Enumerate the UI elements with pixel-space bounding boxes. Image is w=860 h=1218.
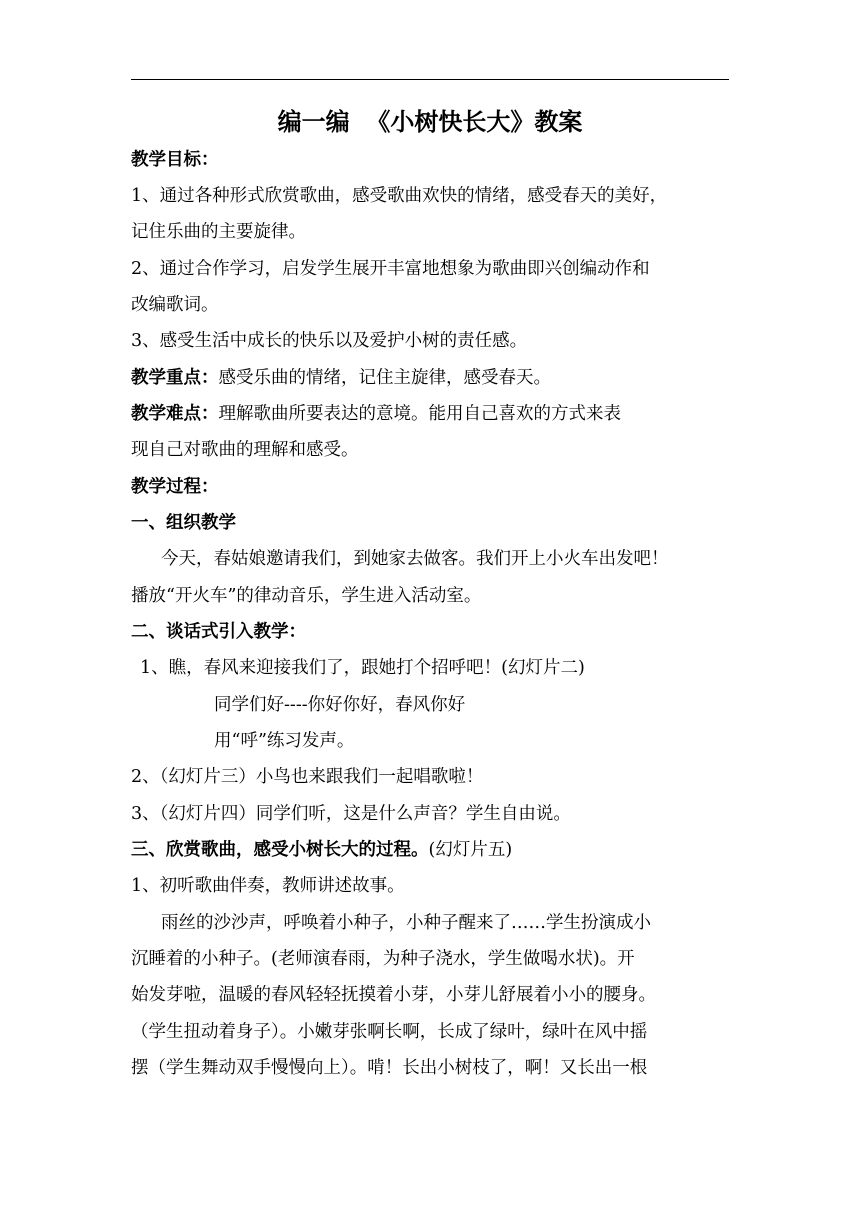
section-2-item-1-sub-b: 用“呼”练习发声。	[214, 731, 355, 751]
section-3-item-1: 1、初听歌曲伴奏，教师讲述故事。	[131, 876, 405, 896]
difficulties-line-2: 现自己对歌曲的理解和感受。	[131, 440, 359, 460]
section-2-heading: 二、谈话式引入教学：	[131, 622, 306, 642]
section-1-para-line-2: 播放“开火车”的律动音乐，学生进入活动室。	[131, 586, 482, 606]
header-rule	[131, 79, 729, 80]
section-3-para-line-2: 沉睡着的小种子。(老师演春雨，为种子浇水，学生做喝水状)。开	[131, 949, 635, 969]
section-2-item-1: 1、瞧，春风来迎接我们了，跟她打个招呼吧！(幻灯片二)	[140, 658, 585, 678]
section-3-heading-tail: (幻灯片五)	[428, 840, 513, 860]
section-2-item-3: 3、（幻灯片四）同学们听，这是什么声音？学生自由说。	[131, 804, 571, 824]
section-3-para-line-5: 摆（学生舞动双手慢慢向上）。啃！长出小树枝了，啊！又长出一根	[131, 1058, 648, 1078]
difficulties-label: 教学难点：	[131, 404, 219, 424]
goal-3: 3、感受生活中成长的快乐以及爱护小树的责任感。	[131, 331, 528, 351]
section-1-heading: 一、组织教学	[131, 513, 236, 533]
goals-heading: 教学目标：	[131, 150, 219, 170]
section-2-item-2: 2、（幻灯片三）小鸟也来跟我们一起唱歌啦！	[131, 767, 484, 787]
process-heading: 教学过程：	[131, 477, 219, 497]
section-3-para-line-1: 雨丝的沙沙声，呼唤着小种子，小种子醒来了……学生扮演成小	[161, 913, 651, 933]
key-points	[131, 366, 551, 390]
section-3-para-line-4: （学生扭动着身子）。小嫩芽张啊长啊，长成了绿叶，绿叶在风中摇	[131, 1022, 648, 1042]
goal-1-line-1: 1、通过各种形式欣赏歌曲，感受歌曲欢快的情绪，感受春天的美好，	[131, 186, 668, 206]
difficulties-text: 理解歌曲所要表达的意境。能用自己喜欢的方式来表	[218, 404, 621, 424]
goal-2-line-1: 2、通过合作学习，启发学生展开丰富地想象为歌曲即兴创编动作和	[131, 259, 650, 279]
goal-2-line-2: 改编歌词。	[131, 295, 219, 315]
section-3-heading	[131, 838, 512, 862]
goal-1-line-2: 记住乐曲的主要旋律。	[131, 222, 306, 242]
section-3-para-line-3: 始发芽啦，温暖的春风轻轻抚摸着小芽，小芽儿舒展着小小的腰身。	[131, 985, 656, 1005]
section-3-heading-text: 三、欣赏歌曲，感受小树长大的过程。	[131, 840, 429, 860]
key-points-label: 教学重点：	[131, 368, 219, 388]
section-1-para-line-1: 今天，春姑娘邀请我们，到她家去做客。我们开上小火车出发吧！	[161, 549, 669, 569]
difficulties-line-1	[131, 402, 621, 426]
key-points-text: 感受乐曲的情绪，记住主旋律，感受春天。	[218, 368, 551, 388]
section-2-item-1-sub-a: 同学们好----你好你好，春风你好	[214, 695, 466, 715]
page-title: 编一编 《小树快长大》教案	[277, 107, 583, 136]
